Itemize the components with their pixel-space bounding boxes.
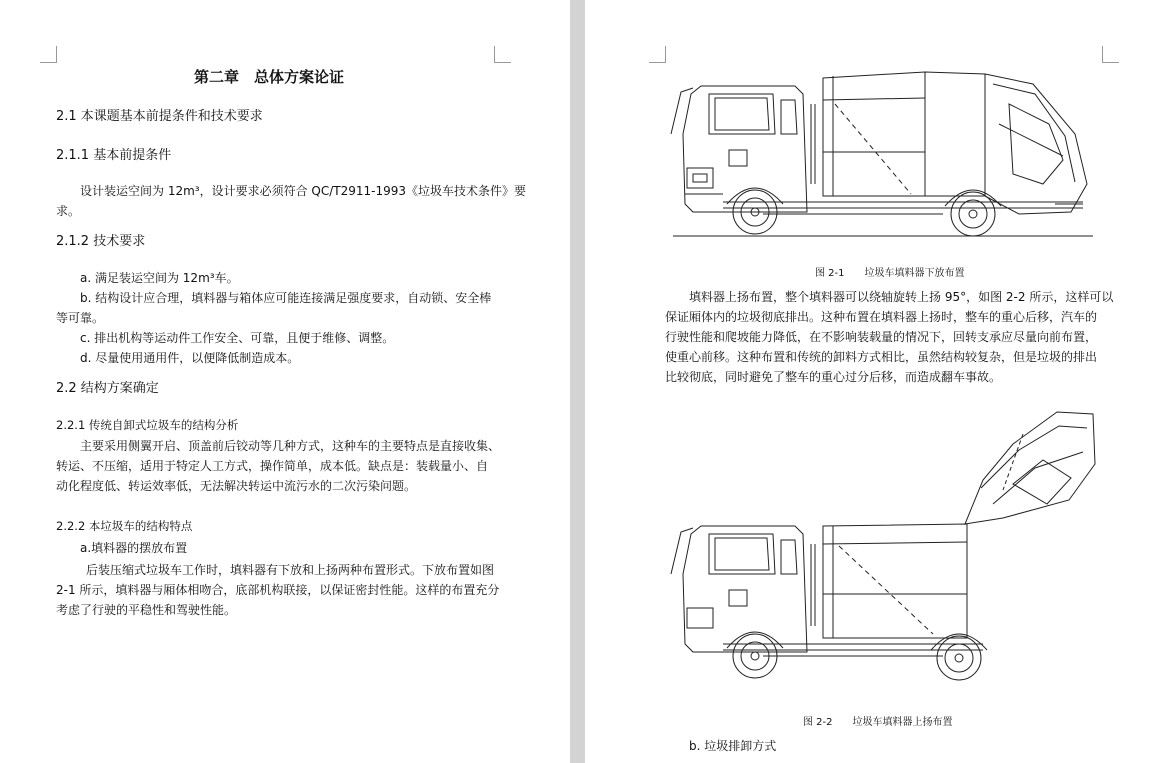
- paragraph-line: 等可靠。: [56, 311, 105, 325]
- paragraph-line: 设计装运空间为 12m³，设计要求必须符合 QC/T2911-1993《垃圾车技术条件》要: [80, 184, 527, 198]
- margin-mark-top-right: [1102, 46, 1119, 63]
- section-heading-2-2-1: 2.2.1 传统自卸式垃圾车的结构分析: [56, 418, 239, 432]
- paragraph-line: 主要采用侧翼开启、顶盖前后铰动等几种方式，这种车的主要特点是直接收集、: [80, 439, 501, 453]
- section-heading-2-1-1: 2.1.1 基本前提条件: [56, 148, 172, 163]
- paragraph-line: 使重心前移。这种布置和传统的卸料方式相比，虽然结构较复杂，但是垃圾的排出: [665, 350, 1098, 364]
- figure-2-1-caption: 图 2-1 垃圾车填料器下放布置: [815, 268, 965, 279]
- margin-mark-top-left: [40, 46, 57, 63]
- requirement-c: c. 排出机构等运动件工作安全、可靠，且便于维修、调整。: [80, 331, 395, 345]
- document-page-right: [585, 0, 1164, 763]
- margin-mark-top-left: [649, 46, 666, 63]
- paragraph-line: 填料器上扬布置，整个填料器可以绕轴旋转上扬 95°，如图 2-2 所示，这样可以: [689, 290, 1114, 304]
- paragraph-line: 求。: [56, 204, 81, 218]
- subheading-b: b. 垃圾排卸方式: [689, 739, 777, 753]
- requirement-b: b. 结构设计应合理，填料器与箱体应可能连接满足强度要求，自动锁、安全棒: [80, 291, 492, 305]
- section-heading-2-1: 2.1 本课题基本前提条件和技术要求: [56, 109, 263, 124]
- paragraph-line: 比较彻底，同时避免了整车的重心过分后移，而造成翻车事故。: [665, 370, 1002, 384]
- paragraph-line: 动化程度低、转运效率低，无法解决转运中流污水的二次污染问题。: [56, 479, 417, 493]
- section-heading-2-1-2: 2.1.2 技术要求: [56, 234, 146, 249]
- section-heading-2-2: 2.2 结构方案确定: [56, 381, 159, 396]
- figure-2-2-caption: 图 2-2 垃圾车填料器上扬布置: [803, 717, 953, 728]
- paragraph-line: 转运、不压缩，适用于特定人工方式，操作简单，成本低。缺点是：装载量小、自: [56, 459, 489, 473]
- figure-2-2-truck-drawing: [663, 404, 1103, 694]
- margin-mark-top-right: [494, 46, 511, 63]
- figure-2-1-truck-drawing: [663, 64, 1103, 244]
- document-page-left: [0, 0, 570, 763]
- subheading-a: a.填料器的摆放布置: [80, 541, 188, 555]
- chapter-title: 第二章 总体方案论证: [194, 68, 345, 86]
- requirement-d: d. 尽量使用通用件，以便降低制造成本。: [80, 351, 300, 365]
- paragraph-line: 行驶性能和爬坡能力降低，在不影响装载量的情况下，回转支承应尽量向前布置，: [665, 330, 1098, 344]
- requirement-a: a. 满足装运空间为 12m³车。: [80, 271, 239, 285]
- paragraph-line: 2-1 所示，填料器与厢体相吻合，底部机构联接，以保证密封性能。这样的布置充分: [56, 583, 500, 597]
- paragraph-line: 考虑了行驶的平稳性和驾驶性能。: [56, 603, 237, 617]
- paragraph-line: 保证厢体内的垃圾彻底排出。这种布置在填料器上扬时，整车的重心后移，汽车的: [665, 310, 1098, 324]
- paragraph-line: 后装压缩式垃圾车工作时，填料器有下放和上扬两种布置形式。下放布置如图: [86, 563, 495, 577]
- section-heading-2-2-2: 2.2.2 本垃圾车的结构特点: [56, 519, 193, 533]
